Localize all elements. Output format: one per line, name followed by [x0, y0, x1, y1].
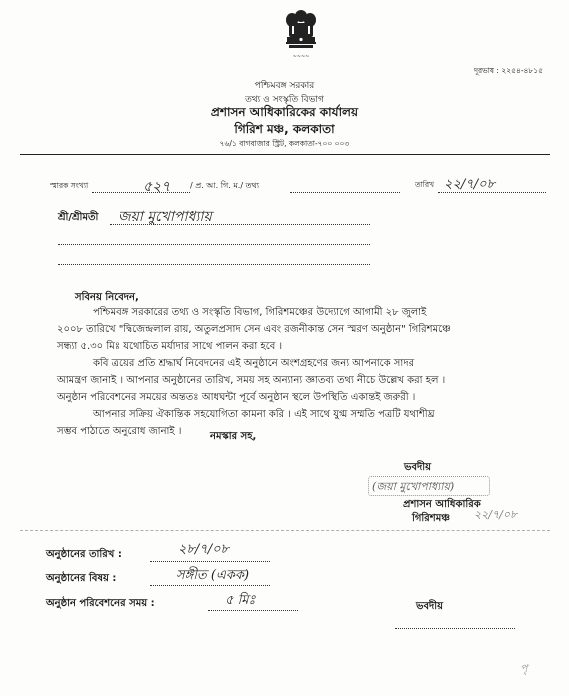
detail-value-subject: সঙ্গীত (একক) — [176, 568, 250, 583]
signature-date: ২২/৭/০৮ — [474, 508, 518, 521]
addressee-prefix: শ্রী/শ্রীমতী — [58, 212, 99, 223]
letter-date: ২২/৭/০৮ — [444, 177, 496, 192]
body-line: ২০০৮ তারিখে "দ্বিজেন্দ্রলাল রায়, অতুলপ্রসাদ সেন এবং রজনীকান্ত সেন স্মরণ অনুষ্ঠান" গিরিশমঞ্চে — [57, 324, 451, 335]
handwritten-signature: (জয়া মুখোপাধ্যায়) — [372, 480, 455, 493]
detail-value-date: ২৮/৭/০৮ — [178, 542, 229, 557]
detail-dotted-line — [150, 561, 270, 562]
detail-label-date: অনুষ্ঠানের তারিখ : — [46, 549, 122, 560]
svg-text:~~~~: ~~~~ — [292, 54, 310, 60]
office-address: ৭৬/১ বাগবাজার স্ট্রিট, কলকাতা-৭০০ ০০৩ — [219, 139, 350, 148]
phone-number: দূরভাষ : ২২৫৪-৪৮১৫ — [474, 66, 543, 75]
body-line: অনুষ্ঠান পরিবেশনের সময়ের অন্ততঃ আধঘন্টা পূর্বে অনুষ্ঠান স্থলে উপস্থিতি একান্তই জরুরী । — [57, 392, 416, 403]
margin-note: পৃ — [520, 662, 528, 675]
signatory-place: গিরিশমঞ্চ — [412, 513, 450, 524]
signatory-title: প্রশাসন আধিকারিক — [403, 499, 481, 510]
state-emblem-icon — [283, 8, 319, 62]
date-label: তারিখ — [415, 180, 434, 189]
letter-signoff: নমস্কার সহ, — [210, 431, 257, 442]
address-dotted-line — [58, 264, 370, 265]
closing-dotted-line — [395, 628, 515, 629]
body-line: সম্ভব পাঠাতে অনুরোধ জানাই । — [57, 426, 182, 437]
detail-label-subject: অনুষ্ঠানের বিষয় : — [46, 573, 117, 584]
office-name: প্রশাসন আধিকারিকের কার্যালয় — [210, 105, 359, 119]
memo-dotted-line — [92, 192, 190, 193]
detail-value-duration: ৫ মিঃ — [225, 593, 256, 608]
signature-yours: ভবদীয় — [404, 462, 432, 473]
detail-label-duration: অনুষ্ঠান পরিবেশনের সময় : — [46, 598, 155, 609]
header-divider — [20, 154, 550, 155]
letter-greeting: সবিনয় নিবেদন, — [75, 292, 139, 303]
body-line: সন্ধ্যা ৫.৩০ মিঃ যথোচিত মর্যাদার সাথে পালন করা হবে । — [57, 341, 283, 352]
government-name: পশ্চিমবঙ্গ সরকার — [254, 81, 315, 91]
details-divider — [20, 530, 550, 531]
address-dotted-line — [58, 244, 370, 245]
office-place: গিরিশ মঞ্চ, কলকাতা — [234, 122, 335, 136]
body-line: কবি ত্রয়ের প্রতি শ্রদ্ধার্ঘ নিবেদনের এই অনুষ্ঠানে অংশগ্রহণের জন্য আপনাকে সাদর — [93, 358, 415, 369]
addressee-name: জয়া মুখোপাধ্যায় — [118, 209, 212, 225]
closing-yours: ভবদীয় — [416, 601, 444, 612]
body-line: আমন্ত্রণ জানাই । আপনার অনুষ্ঠানের তারিখ, সময় সহ অন্যান্য জ্ঞাতব্য তথ্য নীচে উল্লেখ করা হল । — [57, 375, 446, 386]
body-line: পশ্চিমবঙ্গ সরকারের তথ্য ও সংস্কৃতি বিভাগ, গিরিশমঞ্চের উদ্যোগে আগামী ২৮ জুলাই — [93, 307, 427, 318]
memo-reference-dotted-line — [290, 192, 400, 193]
memo-number: ৫২৭ — [143, 179, 171, 195]
memo-label: স্মারক সংখ্যা — [50, 181, 89, 190]
department-name: তথ্য ও সংস্কৃতি বিভাগ — [245, 95, 324, 105]
memo-reference: / প্র. আ. গি. ম./ তথ্য — [190, 181, 260, 190]
body-line: আপনার সক্রিয় ঐকান্তিক সহযোগিতা কামনা করি । এই সাথে যুগ্ম সম্মতি পত্রটি যথাশীঘ্র — [93, 409, 435, 420]
